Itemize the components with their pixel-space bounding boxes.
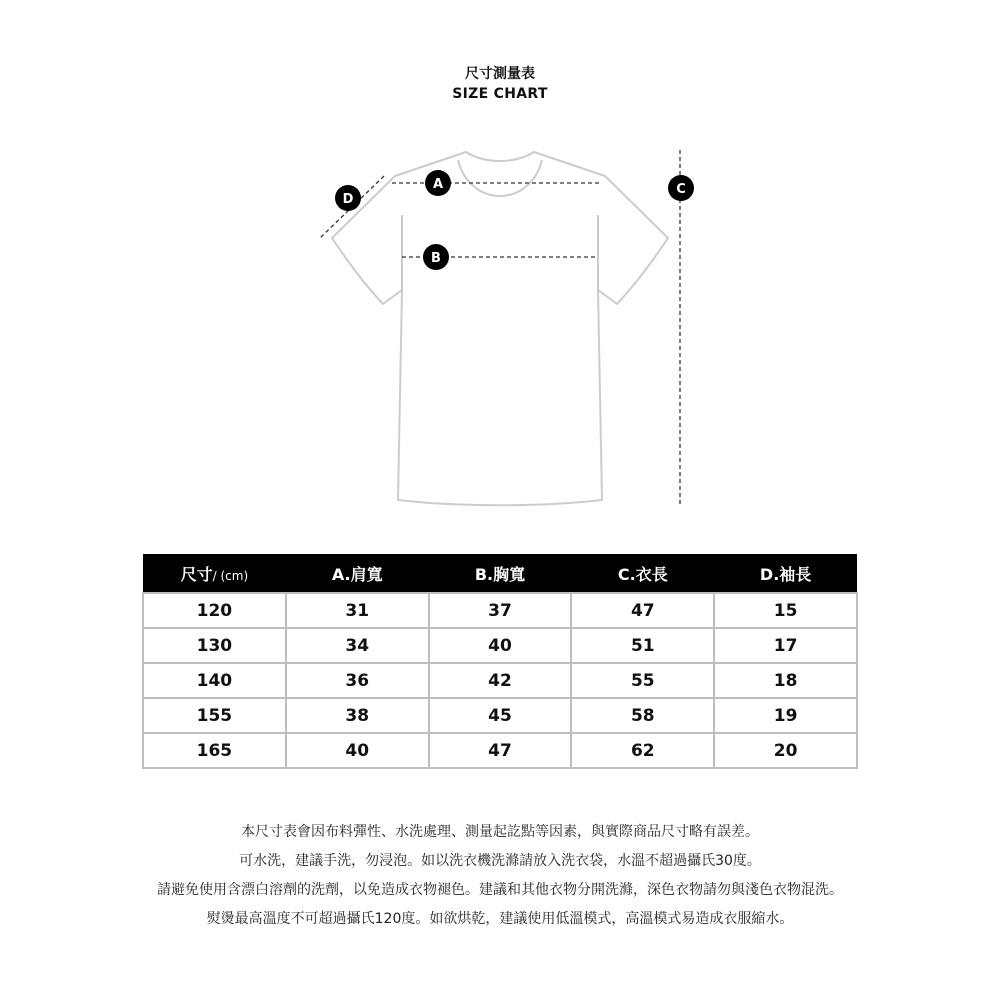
note-line: 可水洗，建議手洗，勿浸泡。如以洗衣機洗滌請放入洗衣袋，水溫不超過攝氏30度。: [239, 853, 761, 869]
table-row: [143, 593, 857, 628]
table-cell: 140: [143, 663, 286, 698]
header-shoulder: A.肩寬: [286, 554, 429, 593]
table-cell: 120: [143, 593, 286, 628]
note-line: 本尺寸表會因布料彈性、水洗處理、測量起訖點等因素，與實際商品尺寸略有誤差。: [241, 824, 759, 840]
header-chest: B.胸寬: [429, 554, 572, 593]
header-length: C.衣長: [571, 554, 714, 593]
table-cell: 19: [714, 698, 857, 733]
table-row: [143, 698, 857, 733]
table-cell: 17: [714, 628, 857, 663]
table-cell: 34: [286, 628, 429, 663]
header-unit: / (cm): [212, 568, 249, 583]
marker-d: [335, 185, 361, 211]
svg-text:B: B: [431, 251, 441, 266]
page-subtitle: SIZE CHART: [452, 86, 548, 102]
svg-text:D: D: [342, 192, 354, 207]
table-cell: 20: [714, 733, 857, 768]
table-cell: 45: [429, 698, 572, 733]
table-cell: 55: [571, 663, 714, 698]
table-cell: 42: [429, 663, 572, 698]
table-cell: 40: [429, 628, 572, 663]
table-cell: 37: [429, 593, 572, 628]
table-cell: 31: [286, 593, 429, 628]
table-cell: 51: [571, 628, 714, 663]
tshirt-outline: [332, 152, 668, 505]
tshirt-collar: [458, 160, 542, 196]
table-cell: 40: [286, 733, 429, 768]
header-sleeve: D.袖長: [714, 554, 857, 593]
table-cell: 36: [286, 663, 429, 698]
table-cell: 130: [143, 628, 286, 663]
table-header-row: [143, 554, 857, 593]
size-table: [142, 554, 858, 769]
table-row: [143, 733, 857, 768]
table-cell: 58: [571, 698, 714, 733]
marker-a: [425, 170, 451, 196]
table-cell: 62: [571, 733, 714, 768]
table-cell: 47: [571, 593, 714, 628]
table-row: [143, 663, 857, 698]
page-title: 尺寸測量表: [465, 66, 535, 82]
table-cell: 165: [143, 733, 286, 768]
table-cell: 47: [429, 733, 572, 768]
svg-text:C: C: [676, 182, 686, 197]
svg-text:A: A: [432, 177, 444, 192]
marker-c: [668, 175, 694, 201]
table-cell: 15: [714, 593, 857, 628]
table-cell: 155: [143, 698, 286, 733]
note-line: 熨燙最高溫度不可超過攝氏120度。如欲烘乾，建議使用低溫模式，高溫模式易造成衣服縮水。: [206, 911, 794, 927]
note-line: 請避免使用含漂白溶劑的洗劑，以免造成衣物褪色。建議和其他衣物分開洗滌，深色衣物請勿與淺色衣物混洗。: [157, 882, 843, 898]
table-cell: 18: [714, 663, 857, 698]
marker-b: [423, 244, 449, 270]
table-cell: 38: [286, 698, 429, 733]
header-size: 尺寸/ (cm): [143, 554, 286, 593]
care-notes: [0, 818, 1000, 934]
table-row: [143, 628, 857, 663]
